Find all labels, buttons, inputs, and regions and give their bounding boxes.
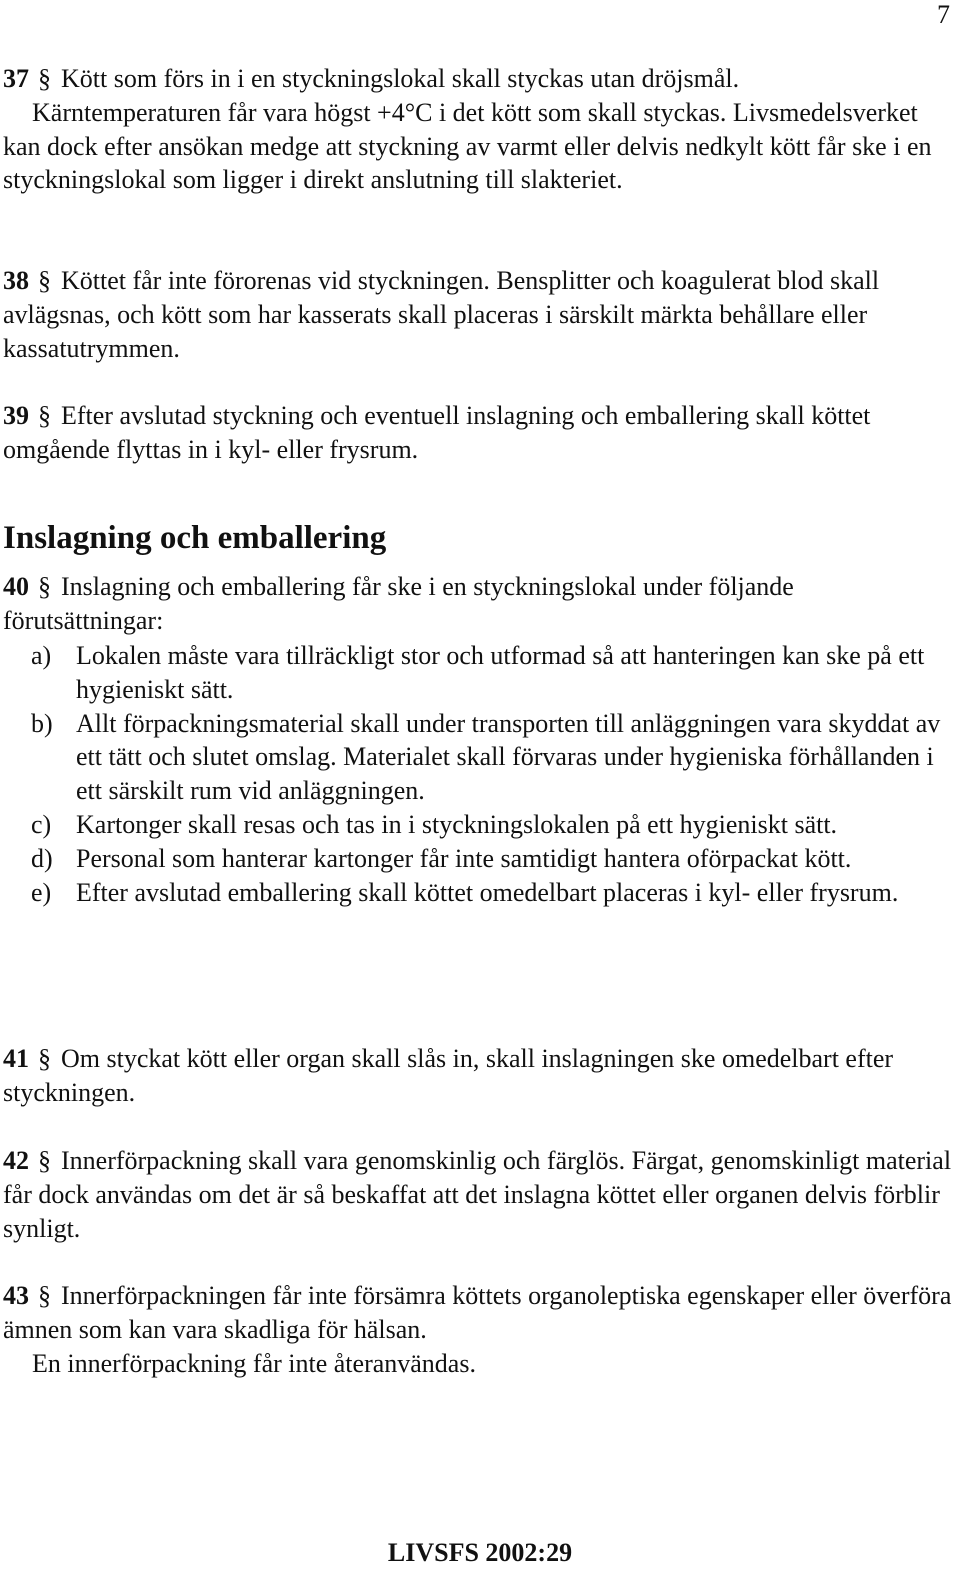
list-item [3,842,953,876]
paragraph-text: Om styckat kött eller organ skall slås in, skall inslagningen ske omedelbart efter styckningen. [3,1044,894,1107]
list-item-text: Kartonger skall resas och tas in i styckningslokalen på ett hygieniskt sätt. [76,809,838,839]
section-sign: § [38,401,51,430]
paragraph-40 [3,570,953,638]
list-item [3,808,953,842]
section-sign: § [38,1146,51,1175]
paragraph-number: 37 [3,64,29,93]
section-sign: § [38,1044,51,1073]
section-heading: Inslagning och emballering [3,520,387,556]
list-marker: c) [31,809,52,839]
paragraph-number: 41 [3,1044,29,1073]
paragraph-text: Innerförpackning skall vara genomskinlig och färglös. Färgat, genomskinligt material får dock användas om det är så beskaffat att det inslagna köttet eller organen delvis förblir synligt. [3,1146,952,1243]
paragraph-text: Kärntemperaturen får vara högst +4°C i det kött som skall styckas. Livsmedelsverket kan dock efter ansökan medge att styckning av varmt eller delvis nedkylt kött får ske i en styckningslokal som ligger i direkt anslutning till slakteriet. [3,97,932,195]
list-item-text: Personal som hanterar kartonger får inte samtidigt hantera oförpackat kött. [76,843,852,873]
paragraph-37 [3,62,953,197]
paragraph-lead: Kött som förs in i en styckningslokal skall styckas utan dröjsmål. [61,64,740,93]
list-item-text: Allt förpackningsmaterial skall under transporten till anläggningen vara skyddat av ett tätt och slutet omslag. Materialet skall förvaras under hygieniska förhållanden i ett särskilt rum vid anläggningen. [76,708,941,806]
paragraph-text: Efter avslutad styckning och eventuell inslagning och emballering skall köttet omgående flyttas in i kyl- eller frysrum. [3,401,871,464]
paragraph-number: 40 [3,572,29,601]
paragraph-38 [3,264,953,365]
document-footer: LIVSFS 2002:29 [387,1538,573,1567]
paragraph-number: 39 [3,401,29,430]
list-item [3,876,953,910]
paragraph-text: Innerförpackningen får inte försämra köttets organoleptiska egenskaper eller överföra ämnen som kan vara skadliga för hälsan. [3,1281,952,1344]
paragraph-39 [3,399,953,467]
section-sign: § [38,1281,51,1310]
paragraph-42 [3,1144,953,1245]
paragraph-text: Inslagning och emballering får ske i en styckningslokal under följande förutsättningar: [3,572,794,635]
list-item-text: Efter avslutad emballering skall köttet omedelbart placeras i kyl- eller frysrum. [76,877,899,907]
paragraph-number: 38 [3,266,29,295]
list-marker: e) [31,877,52,907]
list-item [3,707,953,808]
paragraph-43 [3,1279,953,1380]
paragraph-text-extra: En innerförpackning får inte återanvändas. [32,1348,476,1378]
list-marker: b) [31,708,53,738]
conditions-list [3,639,953,909]
section-sign: § [38,266,51,295]
paragraph-41 [3,1042,953,1110]
list-marker: a) [31,641,52,670]
paragraph-number: 43 [3,1281,29,1310]
paragraph-text: Köttet får inte förorenas vid styckningen. Bensplitter och koagulerat blod skall avlägsnas, och kött som har kasserats skall placeras i särskilt märkta behållare eller kassatutrymmen. [3,266,880,363]
section-sign: § [38,572,51,601]
list-item-text: Lokalen måste vara tillräckligt stor och utformad så att hanteringen kan ske på ett hygieniskt sätt. [76,641,925,704]
page-number: 7 [937,0,950,29]
list-item [3,639,953,707]
list-marker: d) [31,843,53,873]
section-sign: § [38,64,51,93]
paragraph-number: 42 [3,1146,29,1175]
